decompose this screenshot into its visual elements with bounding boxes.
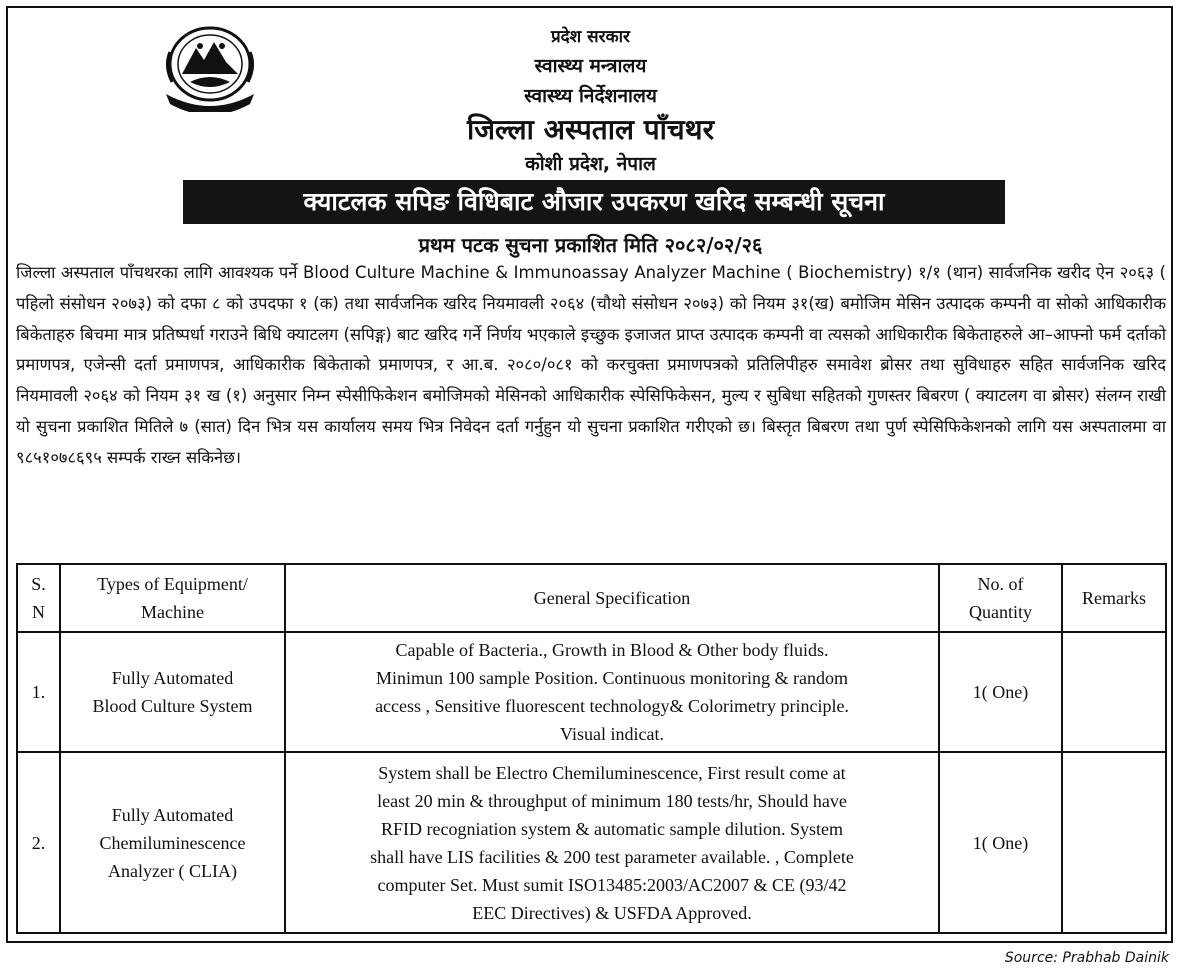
header-health-ministry: स्वास्थ्य मन्त्रालय [534, 55, 647, 77]
row-quantity: 1( One) [939, 632, 1062, 752]
row-equipment-type: Fully Automated Chemiluminescence Analyzer ( CLIA) [60, 752, 285, 933]
row-equipment-type: Fully Automated Blood Culture System [60, 632, 285, 752]
header-province-government: प्रदेश सरकार [550, 27, 631, 47]
header-sn: S. N [17, 564, 60, 632]
header-health-directorate: स्वास्थ्य निर्देशनालय [524, 85, 657, 107]
source-credit: Source: Prabhab Dainik [1004, 950, 1169, 966]
header-equipment-type: Types of Equipment/ Machine [60, 564, 285, 632]
specification-table [16, 563, 1167, 934]
notice-title-banner: क्याटलक सपिङ विधिबाट औजार उपकरण खरिद सम्बन्धी सूचना [183, 180, 1005, 224]
header-hospital-name: जिल्ला अस्पताल पाँचथर [466, 113, 715, 146]
publication-date: प्रथम पटक सुचना प्रकाशित मिति २०८२/०२/२६ [418, 233, 763, 257]
row-remarks [1062, 752, 1166, 933]
header-remarks: Remarks [1062, 564, 1166, 632]
row-sn: 2. [17, 752, 60, 933]
header-general-specification: General Specification [285, 564, 939, 632]
row-remarks [1062, 632, 1166, 752]
table-row [17, 752, 1166, 933]
table-header-row [17, 564, 1166, 632]
row-specification: System shall be Electro Chemiluminescence, First result come at least 20 min & throughput of minimum 180 tests/hr, Should have RFID recogniation system & automatic sample dilution. System shall have LIS facilities & 200 test parameter available. , Complete computer Set. Must sumit ISO13485:2003/AC2007 & CE (93/42 EEC Directives) & USFDA Approved. [285, 752, 939, 933]
row-sn: 1. [17, 632, 60, 752]
header-quantity: No. of Quantity [939, 564, 1062, 632]
header-location: कोशी प्रदेश, नेपाल [525, 153, 656, 175]
row-quantity: 1( One) [939, 752, 1062, 933]
table-row [17, 632, 1166, 752]
row-specification: Capable of Bacteria., Growth in Blood & Other body fluids. Minimun 100 sample Position. Continuous monitoring & random access , Sensitive fluorescent technology& Colorimetry principle. Visual indicat. [285, 632, 939, 752]
notice-body: जिल्ला अस्पताल पाँचथरका लागि आवश्यक पर्ने Blood Culture Machine & Immunoassay Analyzer Machine ( Biochemistry) १/१ (थान) सार्वजनिक खरीद ऐन २०६३ ( पहिलो संसोधन २०७३) को दफा ८ को उपदफा १ (क) तथा सार्वजनिक खरिद नियमावली २०६४ (चौथो संसोधन २०७३) को नियम ३१(ख) बमोजिम मेसिन उत्पादक कम्पनी वा सोको आधिकारीक बिकेताहरु बिचमा मात्र प्रतिष्पर्धा गराउने बिधि क्याटलग (सपिङ्ग) बाट खरिद गर्ने निर्णय भएकाले इच्छुक इजाजत प्राप्त उत्पादक कम्पनी वा त्यसको आधिकारीक बिकेताहरुले आ–आफ्नो फर्म दर्ताको प्रमाणपत्र, एजेन्सी दर्ता प्रमाणपत्र, आधिकारीक बिकेताको प्रमाणपत्र, र आ.ब. २०८०/०८१ को करचुक्ता प्रमाणपत्रको प्रतिलिपीहरु समावेश ब्रोसर तथा सुविधाहरु सहित सार्वजनिक खरिद नियमावली २०६४ को नियम ३१ ख (१) अनुसार निम्न स्पेसीफिकेशन बमोजिमको मेसिनको आधिकारीक स्पेसिफिकेसन, मुल्य र सुबिधा सहितको गुणस्तर बिबरण ( क्याटलग वा ब्रोसर) संलग्न राखी यो सुचना प्रकाशित मितिले ७ (सात) दिन भित्र यस कार्यालय समय भित्र निवेदन दर्ता गर्नुहुन यो सुचना प्रकाशित गरीएको छ। बिस्तृत बिबरण तथा पुर्ण स्पेसिफिकेशनको लागि यस अस्पतालमा वा ९८५१०७८६९५ सम्पर्क राख्न सकिनेछ। [16, 263, 1166, 467]
